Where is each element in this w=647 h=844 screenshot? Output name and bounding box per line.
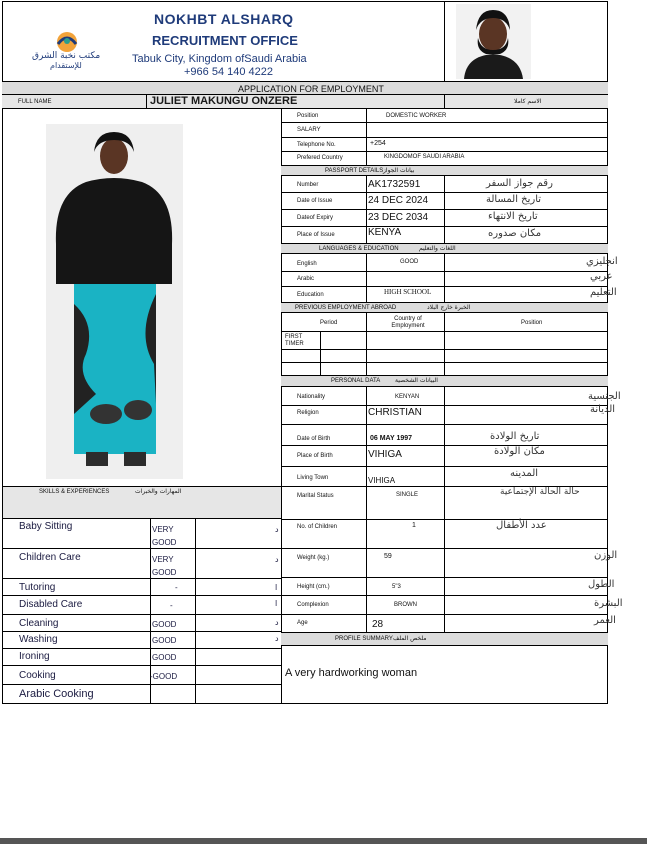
telephone-label: Telephone No.: [297, 142, 336, 148]
profile-title: PROFILE SUMMARY: [335, 636, 393, 642]
living-town-value: VIHIGA: [368, 476, 396, 485]
employment-band: [281, 302, 608, 313]
company-name: NOKHBT ALSHARQ: [154, 11, 294, 27]
personal-band: [281, 375, 608, 387]
marital-arabic: حالة الحالة الإجتماعية: [500, 487, 580, 497]
age-arabic: العمر: [594, 615, 616, 626]
profile-text: A very hardworking woman: [285, 667, 418, 679]
passport-number-value: AK1732591: [368, 179, 421, 190]
skills-title: SKILLS & EXPERIENCES: [39, 489, 110, 495]
english-arabic: انجليزي: [586, 256, 618, 267]
skill-level: VERY: [152, 555, 174, 564]
date-of-expiry-value: 23 DEC 2034: [368, 212, 429, 223]
col-country: Country of Employment: [391, 316, 425, 329]
salary-label: SALARY: [297, 127, 321, 133]
languages-title: LANGUAGES & EDUCATION: [319, 246, 399, 252]
english-value: GOOD: [400, 259, 419, 265]
skills-header: [3, 487, 281, 518]
skill-name: Arabic Cooking: [19, 688, 94, 700]
passport-number-label: Number: [297, 182, 319, 188]
children-arabic: عدد الأطفال: [496, 520, 547, 531]
skill-arabic: د: [275, 618, 279, 627]
weight-value: 59: [384, 553, 392, 560]
complexion-label: Complexion: [297, 602, 329, 608]
living-town-arabic: المدينه: [510, 468, 539, 479]
employment-title-ar: الخبرة خارج البلاد: [427, 304, 471, 311]
telephone-value: +254: [370, 140, 386, 147]
passport-number-arabic: رقم جواز السفر: [486, 178, 553, 189]
skill-arabic: د: [275, 634, 279, 643]
skill-name: Children Care: [19, 552, 81, 563]
place-of-issue-arabic: مكان صدوره: [488, 228, 542, 239]
skill-arabic: د: [275, 525, 279, 534]
dob-label: Date of Birth: [297, 436, 331, 442]
complexion-value: BROWN: [394, 602, 417, 608]
skill-arabic: ا: [275, 583, 278, 592]
age-label: Age: [297, 620, 308, 626]
company-phone: +966 54 140 4222: [184, 66, 274, 78]
position-value: DOMESTIC WORKER: [386, 113, 447, 119]
height-arabic: الطول: [588, 579, 615, 590]
nationality-arabic: الجنسية: [588, 391, 621, 402]
page-bottom-strip: [0, 838, 647, 844]
nationality-label: Nationality: [297, 394, 326, 400]
profile-band: [281, 632, 608, 646]
skill-arabic: ا: [275, 599, 278, 608]
skill-name: Cooking: [19, 670, 56, 681]
nationality-value: KENYAN: [395, 394, 420, 400]
skill-name: Disabled Care: [19, 599, 83, 610]
skill-level: VERY: [152, 525, 174, 534]
date-of-issue-value: 24 DEC 2024: [368, 195, 429, 206]
education-label: Education: [297, 292, 324, 298]
profile-title-ar: ملخص الملف: [393, 635, 427, 642]
marital-value: SINGLE: [396, 492, 419, 498]
pob-value: VIHIGA: [368, 449, 402, 460]
weight-label: Weight (kg.): [297, 555, 330, 561]
col-period: Period: [320, 320, 338, 326]
skill-name: Baby Sitting: [19, 521, 73, 532]
applicant-full-photo: [46, 124, 183, 479]
skill-level: GOOD: [152, 568, 177, 577]
pob-arabic: مكان الولادة: [494, 446, 545, 457]
skill-level: GOOD: [152, 636, 177, 645]
applicant-headshot: [456, 4, 531, 79]
living-town-label: Living Town: [297, 475, 329, 481]
religion-label: Religion: [297, 410, 319, 416]
arabic-arabic: عربي: [590, 271, 613, 282]
skill-level: GOOD: [152, 620, 177, 629]
preferred-country-label: Prefered Country: [297, 155, 343, 161]
skill-level: GOOD: [152, 538, 177, 547]
logo-text-line2: للإستقدام: [50, 61, 82, 70]
english-label: English: [297, 261, 317, 267]
full-name-value: JULIET MAKUNGU ONZERE: [150, 95, 298, 107]
personal-title: PERSONAL DATA: [331, 378, 381, 384]
dob-value: 06 MAY 1997: [370, 435, 413, 442]
marital-label: Marital Status: [297, 493, 334, 499]
date-of-expiry-label: Dateof Expiry: [297, 215, 334, 221]
pob-label: Place of Birth: [297, 453, 333, 459]
first-timer: FIRST TIMER: [285, 334, 304, 348]
religion-value: CHRISTIAN: [368, 407, 422, 418]
skill-level: -: [175, 583, 178, 592]
languages-band: [281, 243, 608, 254]
logo-text-line1: مكتب نخبة الشرق: [32, 51, 101, 61]
religion-arabic: الديانة: [590, 404, 616, 415]
education-arabic: التعليم: [590, 287, 617, 298]
skill-level: GOOD: [152, 653, 177, 662]
date-of-expiry-arabic: تاريخ الانتهاء: [488, 211, 538, 222]
height-value: 5"3: [392, 584, 401, 590]
company-logo: [28, 30, 106, 72]
date-of-issue-label: Date of Issue: [297, 198, 333, 204]
skill-level: -: [170, 601, 173, 610]
skill-name: Washing: [19, 634, 58, 645]
application-title: APPLICATION FOR EMPLOYMENT: [238, 84, 384, 94]
employment-title: PREVIOUS EMPLOYMENT ABROAD: [295, 305, 397, 311]
col-position: Position: [521, 320, 543, 326]
skill-level: -GOOD: [150, 672, 178, 681]
office-name: RECRUITMENT OFFICE: [152, 33, 298, 48]
full-name-label: FULL NAME: [18, 99, 52, 105]
preferred-country-value: KINGDOMOF SAUDI ARABIA: [384, 154, 465, 160]
skills-title-ar: المهارات والخبرات: [135, 488, 182, 495]
place-of-issue-label: Place of Issue: [297, 232, 335, 238]
skill-name: Tutoring: [19, 582, 56, 593]
weight-arabic: الوزن: [594, 550, 618, 561]
passport-title: PASSPORT DETAILS: [325, 168, 384, 174]
full-name-arabic: الاسم كاملا: [514, 98, 542, 105]
personal-title-ar: البيانات الشخصية: [395, 377, 438, 384]
passport-band: [281, 165, 608, 176]
education-value: HIGH SCHOOL: [384, 288, 432, 296]
age-value: 28: [372, 619, 384, 630]
children-value: 1: [412, 522, 416, 529]
skill-arabic: د: [275, 555, 279, 564]
languages-title-ar: اللغات والتعليم: [419, 245, 456, 252]
complexion-arabic: البشرة: [594, 598, 623, 609]
application-title-band: [2, 81, 608, 95]
company-city: Tabuk City, Kingdom ofSaudi Arabia: [132, 53, 307, 65]
skill-name: Ironing: [19, 651, 50, 662]
full-name-row: [2, 95, 608, 109]
children-label: No. of Children: [297, 524, 338, 530]
date-of-issue-arabic: تاريخ المسالة: [486, 194, 542, 205]
skill-name: Cleaning: [19, 618, 59, 629]
passport-title-ar: بيانات الجواز: [383, 167, 415, 174]
height-label: Height (cm.): [297, 584, 330, 590]
place-of-issue-value: KENYA: [368, 227, 402, 238]
dob-arabic: تاريخ الولادة: [490, 431, 540, 442]
arabic-label: Arabic: [297, 276, 315, 282]
position-label: Position: [297, 113, 319, 119]
